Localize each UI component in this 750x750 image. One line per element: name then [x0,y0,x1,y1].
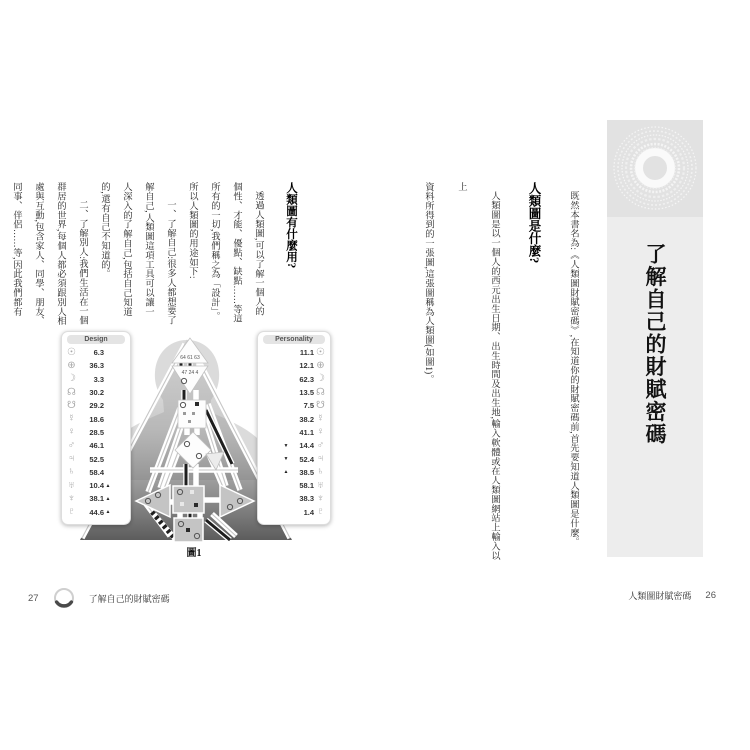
mercury-icon: ☿ [316,413,325,425]
paragraph-column: 人類圖是以一個人的西元出生日期、出生時間及出生地,輸入軟體或在人類圖網站上輸入以上 [457,182,500,561]
neptune-icon: ♆ [67,492,76,504]
design-panel-header: Design [67,335,125,344]
moon-icon: ☽ [316,373,325,385]
planet-row-south-node: 7.5 ☋ [261,399,327,412]
mars-icon: ♂ [67,439,76,451]
planet-row-pluto: 1.4 ♇ [261,506,327,519]
venus-icon: ♀ [316,426,325,438]
paragraph-column: 二、了解別人:我們生活在一個 [78,200,88,326]
pluto-icon: ♇ [316,506,325,518]
north-node-icon: ☊ [316,386,325,398]
planet-row-sun: 11.1 ☉ [261,346,327,359]
planet-row-mars: ▼ 14.4 ♂ [261,439,327,452]
planet-row-saturn: ▲ 38.5 ♄ [261,466,327,479]
planet-row-venus: ♀ 28.5 [65,426,127,439]
mandala-art [607,120,703,217]
planet-row-north-node: 13.5 ☊ [261,386,327,399]
moon-icon: ☽ [67,373,76,385]
planet-row-pluto: ♇ 44.6 ▲ [65,506,127,519]
chapter-banner [607,120,703,557]
south-node-icon: ☋ [67,399,76,411]
paragraph-column: 資料所得到的一張圖,這張圖稱為人類圖(如圖1)。 [424,182,434,384]
planet-row-south-node: ☋ 29.2 [65,399,127,412]
jupiter-icon: ♃ [67,453,76,465]
fixing-mark: ▲ [105,495,111,502]
mercury-icon: ☿ [67,413,76,425]
section-heading: 人類圖是什麼? [527,182,541,264]
planet-row-uranus: 58.1 ♅ [261,479,327,492]
paragraph-column: 解自己,人類圖這項工具可以讓一 [144,182,154,317]
planet-row-neptune: 38.3 ♆ [261,492,327,505]
paragraph-column: 所有的一切,我們稱之為「設計」。 [210,182,220,321]
earth-icon: ⊕ [316,359,325,371]
planet-row-venus: 41.1 ♀ [261,426,327,439]
planet-row-north-node: ☊ 30.2 [65,386,127,399]
figure-caption: 圖1 [186,548,202,559]
venus-icon: ♀ [67,426,76,438]
mars-icon: ♂ [316,439,325,451]
planet-row-jupiter: ♃ 52.5 [65,452,127,465]
saturn-icon: ♄ [67,466,76,478]
page-number: 27 [28,592,39,604]
paragraph-column: 群居的世界,每個人都必須跟別人相 [56,182,66,326]
paragraph-column: 透過人類圖,可以了解一個人的 [254,191,264,316]
planet-row-jupiter: ▼ 52.4 ♃ [261,452,327,465]
design-panel [61,331,131,525]
left-page-text [6,182,312,340]
running-title: 了解自己的財賦密碼 [88,593,170,604]
south-node-icon: ☋ [316,399,325,411]
right-page-text [412,182,590,562]
planet-row-uranus: ♅ 10.4 ▲ [65,479,127,492]
head-gates: 64 61 63 [180,355,200,361]
chapter-title: 了解自己的財賦密碼 [643,243,667,446]
publisher-logo-icon [51,585,77,611]
fixing-mark: ▼ [283,442,289,449]
ajna-gates: 47 24 4 [181,370,199,376]
right-page-footer [628,589,716,602]
section-heading: 人類圖有什麼用? [285,182,297,269]
saturn-icon: ♄ [316,466,325,478]
paragraph-column: 人深入的了解自己,包括自己知道 [122,182,132,317]
page-number: 26 [705,590,716,601]
fixing-mark: ▲ [105,482,111,489]
planet-row-mars: ♂ 46.1 [65,439,127,452]
pluto-icon: ♇ [67,506,76,518]
paragraph-column: 同事、伴侶……等,因此我們都有 [12,182,22,317]
left-page-footer [28,585,170,611]
planet-row-mercury: ☿ 18.6 [65,412,127,425]
jupiter-icon: ♃ [316,453,325,465]
planet-row-saturn: ♄ 58.4 [65,466,127,479]
uranus-icon: ♅ [316,479,325,491]
paragraph-column: 一、了解自己:很多人都想要了 [166,200,176,326]
mandala-icon [607,120,703,217]
planet-row-sun: ☉ 6.3 [65,346,127,359]
north-node-icon: ☊ [67,386,76,398]
paragraph-column: 所以人類圖的用途如下: [188,182,198,279]
paragraph-column: 個性、才能、優點、缺點……等這 [232,182,242,323]
fixing-mark: ▲ [105,509,111,516]
earth-icon: ⊕ [67,359,76,371]
neptune-icon: ♆ [316,492,325,504]
planet-row-moon: 62.3 ☽ [261,373,327,386]
sun-icon: ☉ [67,346,76,358]
uranus-icon: ♅ [67,479,76,491]
paragraph-column: 處與互動,包含家人、同學、朋友、 [34,182,44,326]
personality-panel [257,331,331,525]
fixing-mark: ▼ [283,456,289,463]
planet-row-mercury: 38.2 ☿ [261,412,327,425]
fixing-mark: ▲ [283,469,289,476]
running-title: 人類圖財賦密碼 [628,591,692,601]
paragraph-column: 的,還有自己不知道的。 [100,182,110,279]
personality-panel-header: Personality [263,335,325,344]
planet-row-earth: ⊕ 36.3 [65,359,127,372]
sun-icon: ☉ [316,346,325,358]
planet-row-neptune: ♆ 38.1 ▲ [65,492,127,505]
paragraph-column: 既然本書名為:《人類圖財賦密碼》,在知道你的財賦密碼前,首先要知道人類圖是什麼。 [569,191,579,547]
planet-row-earth: 12.1 ⊕ [261,359,327,372]
planet-row-moon: ☽ 3.3 [65,373,127,386]
